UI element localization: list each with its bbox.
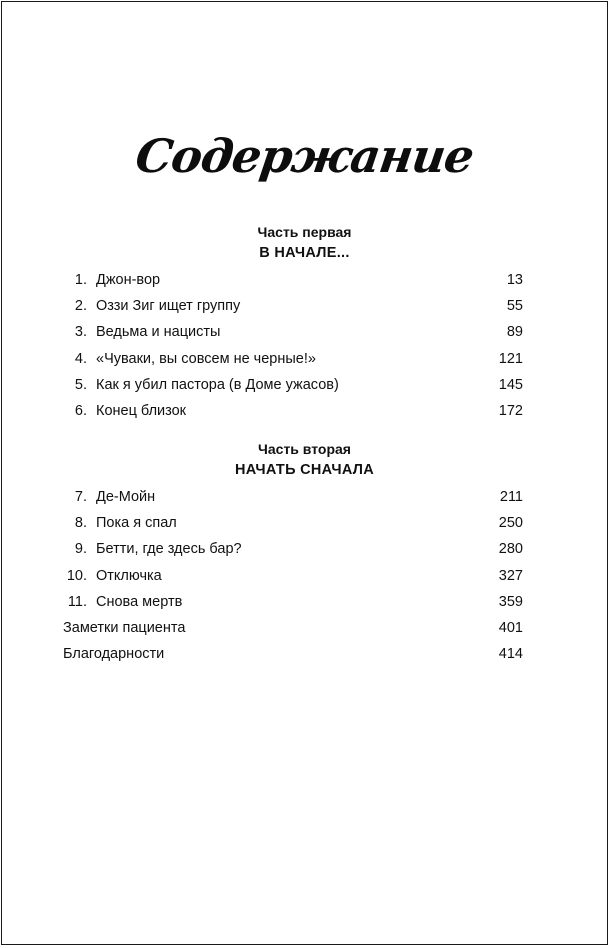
toc-list-back-matter bbox=[61, 615, 523, 667]
part-name: НАЧАТЬ СНАЧАЛА bbox=[234, 462, 375, 478]
chapter-title: Оззи Зиг ищет группу bbox=[96, 298, 241, 315]
chapter-title: Конец близок bbox=[96, 402, 187, 419]
chapter-number: 6. bbox=[74, 402, 87, 419]
chapter-title: Снова мертв bbox=[96, 593, 183, 610]
page-number: 414 bbox=[498, 646, 523, 663]
toc-entry[interactable] bbox=[61, 267, 523, 293]
page-title: Содержание bbox=[132, 129, 477, 183]
toc-entry[interactable] bbox=[61, 346, 523, 372]
chapter-number: 4. bbox=[74, 350, 87, 367]
toc-entry[interactable] bbox=[61, 615, 523, 641]
part-label: Часть первая bbox=[257, 224, 352, 240]
toc-entry[interactable] bbox=[61, 536, 523, 562]
toc-list-part-2 bbox=[61, 484, 523, 615]
chapter-number: 1. bbox=[74, 272, 87, 288]
section-title: Благодарности bbox=[63, 646, 165, 663]
page-number: 250 bbox=[498, 515, 523, 532]
part-heading-1 bbox=[2, 222, 607, 263]
chapter-title: Отключка bbox=[96, 567, 162, 584]
toc-entry[interactable] bbox=[61, 319, 523, 345]
page-number: 172 bbox=[498, 402, 523, 419]
page-number: 145 bbox=[498, 376, 523, 393]
chapter-number: 3. bbox=[74, 324, 87, 341]
chapter-title: «Чуваки, вы совсем не черные!» bbox=[96, 350, 316, 367]
chapter-title: Де-Мойн bbox=[96, 489, 156, 505]
book-page bbox=[1, 1, 608, 945]
page-number: 327 bbox=[498, 567, 523, 584]
part-name: В НАЧАЛЕ... bbox=[259, 245, 350, 261]
chapter-number: 9. bbox=[74, 541, 87, 558]
page-number: 211 bbox=[499, 489, 523, 505]
toc-entry[interactable] bbox=[61, 641, 523, 667]
section-title: Заметки пациента bbox=[63, 620, 186, 636]
page-number: 121 bbox=[498, 350, 523, 367]
toc-entry[interactable] bbox=[61, 372, 523, 398]
chapter-title: Ведьма и нацисты bbox=[96, 324, 221, 341]
chapter-title: Бетти, где здесь бар? bbox=[96, 541, 242, 558]
toc-entry[interactable] bbox=[61, 398, 523, 424]
toc-list-part-1 bbox=[61, 267, 523, 424]
chapter-number: 8. bbox=[74, 515, 87, 532]
page-number: 55 bbox=[506, 298, 523, 315]
chapter-title: Джон-вор bbox=[96, 272, 161, 288]
page-number: 89 bbox=[506, 324, 523, 341]
toc-entry[interactable] bbox=[61, 293, 523, 319]
chapter-number: 5. bbox=[74, 376, 87, 393]
toc-entry[interactable] bbox=[61, 563, 523, 589]
page-number: 401 bbox=[498, 620, 523, 636]
chapter-number: 11. bbox=[67, 593, 87, 610]
chapter-number: 7. bbox=[74, 489, 87, 505]
toc-entry[interactable] bbox=[61, 510, 523, 536]
part-label: Часть вторая bbox=[258, 441, 351, 457]
chapter-title: Пока я спал bbox=[96, 515, 177, 532]
chapter-number: 2. bbox=[74, 298, 87, 315]
page-number: 280 bbox=[498, 541, 523, 558]
chapter-number: 10. bbox=[66, 567, 87, 584]
toc-entry[interactable] bbox=[61, 484, 523, 510]
page-number: 359 bbox=[498, 593, 523, 610]
page-number: 13 bbox=[506, 272, 523, 288]
part-heading-2 bbox=[2, 439, 607, 480]
toc-entry[interactable] bbox=[61, 589, 523, 615]
chapter-title: Как я убил пастора (в Доме ужасов) bbox=[96, 376, 339, 393]
